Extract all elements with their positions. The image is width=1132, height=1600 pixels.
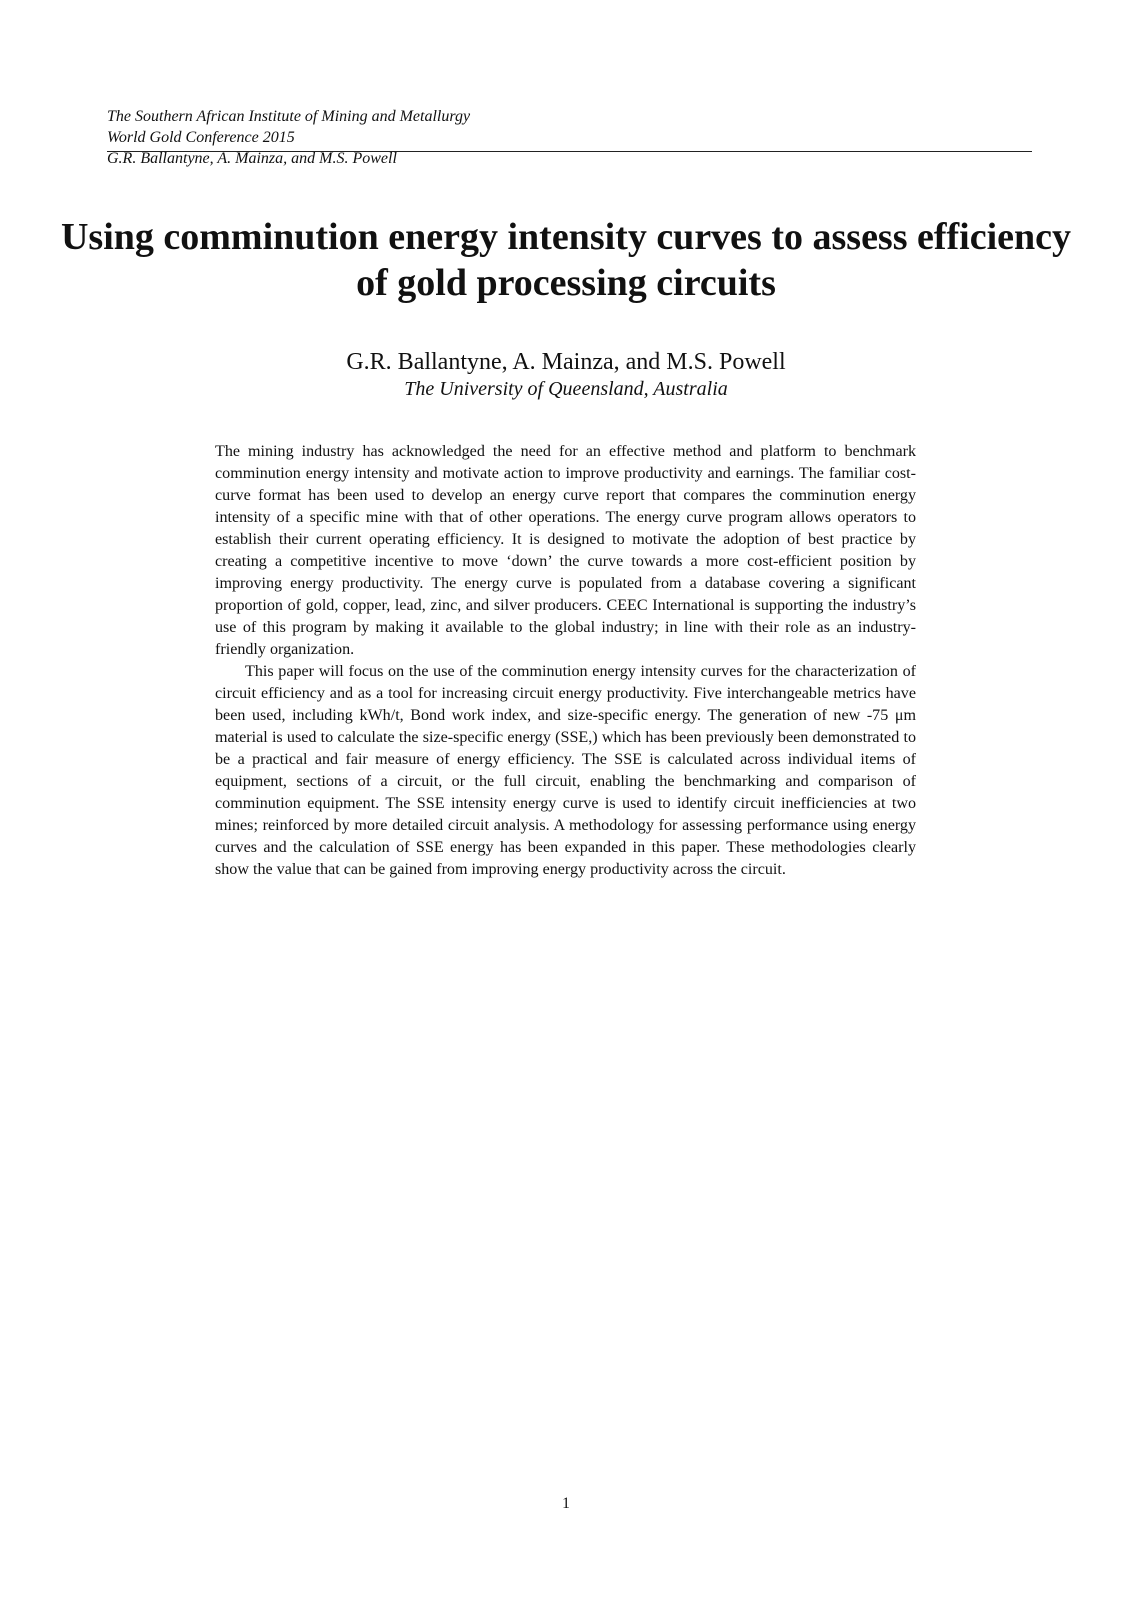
running-header	[107, 106, 1032, 169]
author-affiliation: The University of Queensland, Australia	[404, 378, 728, 400]
paper-title: Using comminution energy intensity curves to assess efficiency of gold processing circuits	[60, 216, 1072, 304]
abstract	[215, 441, 916, 881]
abstract-paragraph-2: This paper will focus on the use of the comminution energy intensity curves for the characterization of circuit efficiency and as a tool for increasing circuit energy productivity. Five interchangeable metrics have been used, including kWh/t, Bond work index, and size-specific energy. The generation of new -75 μm material is used to calculate the size-specific energy (SSE,) which has been previously been demonstrated to be a practical and fair measure of energy efficiency. The SSE is calculated across individual items of equipment, sections of a circuit, or the full circuit, enabling the benchmarking and comparison of comminution equipment. The SSE intensity energy curve is used to identify circuit inefficiencies at two mines; reinforced by more detailed circuit analysis. A methodology for assessing performance using energy curves and the calculation of SSE energy has been expanded in this paper. These methodologies clearly show the value that can be gained from improving energy productivity across the circuit.	[215, 663, 916, 878]
header-institute: The Southern African Institute of Mining and Metallurgy	[107, 108, 471, 125]
header-conference: World Gold Conference 2015	[107, 129, 295, 146]
header-authors: G.R. Ballantyne, A. Mainza, and M.S. Powell	[107, 150, 397, 167]
page-number: 1	[562, 1495, 570, 1512]
abstract-paragraph-1: The mining industry has acknowledged the need for an effective method and platform to benchmark comminution energy intensity and motivate action to improve productivity and earnings. The familiar cost-curve format has been used to develop an energy curve report that compares the comminution energy intensity of a specific mine with that of other operations. The energy curve program allows operators to establish their current operating efficiency. It is designed to motivate the adoption of best practice by creating a competitive incentive to move ‘down’ the curve towards a more cost-efficient position by improving energy productivity. The energy curve is populated from a database covering a significant proportion of gold, copper, lead, zinc, and silver producers. CEEC International is supporting the industry’s use of this program by making it available to the global industry; in line with their role as an industry-friendly organization.	[215, 443, 916, 658]
header-rule	[107, 151, 1032, 152]
author-list: G.R. Ballantyne, A. Mainza, and M.S. Powell	[346, 349, 786, 375]
